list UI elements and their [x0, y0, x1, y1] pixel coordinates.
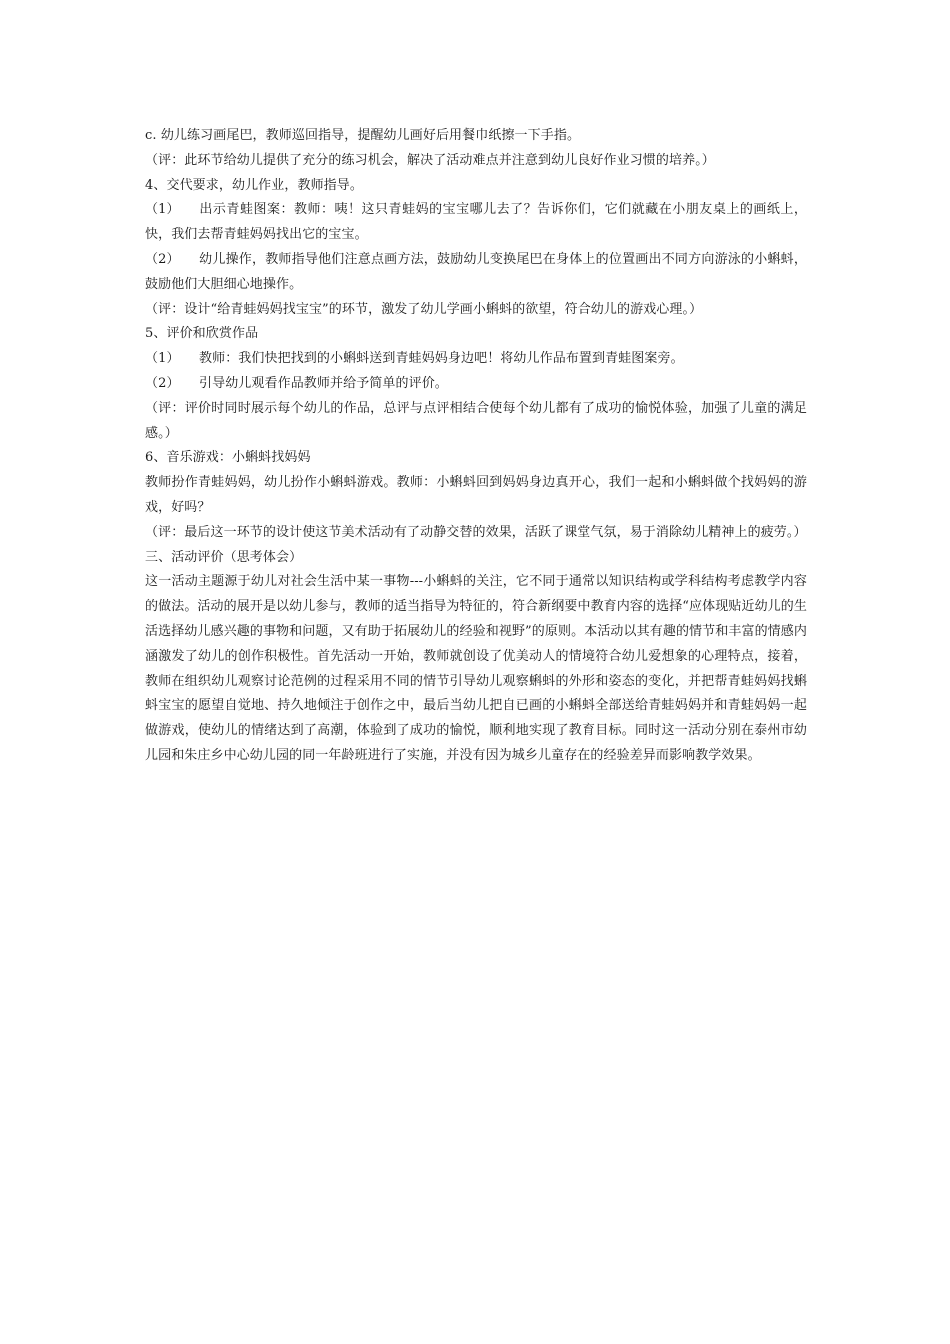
item-text: 出示青蛙图案：教师：咦！这只青蛙妈的宝宝哪儿去了？告诉你们，它们就藏在小朋友桌上的画纸上，快，我们去帮青蛙妈妈找出它的宝宝。 — [145, 202, 807, 243]
game-paragraph: 教师扮作青蛙妈妈，幼儿扮作小蝌蚪游戏。教师：小蝌蚪回到妈妈身边真开心，我们一起和小蝌蚪做个找妈妈的游戏，好吗？ — [145, 475, 807, 515]
step-4-2-paragraph — [145, 248, 807, 298]
item-number: （1） — [145, 351, 180, 367]
evaluation-paragraph: 这一活动主题源于幼儿对社会生活中某一事物---小蝌蚪的关注，它不同于通常以知识结构或学科结构考虑教学内容的做法。活动的展开是以幼儿参与，教师的适当指导为特征的，符合新纲要中教育内容的选择“应体现贴近幼儿的生活选择幼儿感兴趣的事物和问题，又有助于拓展幼儿的经验和视野”的原则。本活动以其有趣的情节和丰富的情感内涵激发了幼儿的创作积极性。首先活动一开始，教师就创设了优美动人的情境符合幼儿爱想象的心理特点，接着，教师在组织幼儿观察讨论范例的过程采用不同的情节引导幼儿观察蝌蚪的外形和姿态的变化，并把帮青蛙妈妈找蝌蚪宝宝的愿望自觉地、持久地倾注于创作之中，最后当幼儿把自已画的小蝌蚪全部送给青蛙妈妈并和青蛙妈妈一起做游戏，使幼儿的情绪达到了高潮，体验到了成功的愉悦，顺利地实现了教育目标。同时这一活动分别在泰州市幼儿园和朱庄乡中心幼儿园的同一年龄班进行了实施，并没有因为城乡儿童存在的经验差异而影响教学效果。 — [145, 574, 807, 763]
document-body — [145, 124, 807, 769]
section-6-heading: 6、音乐游戏：小蝌蚪找妈妈 — [145, 450, 311, 466]
comment-paragraph: （评：评价时同时展示每个幼儿的作品，总评与点评相结合使每个幼儿都有了成功的愉悦体验，加强了儿童的满足感。） — [145, 400, 807, 441]
step-5-1-paragraph — [145, 347, 807, 372]
item-text: 幼儿操作，教师指导他们注意点画方法，鼓励幼儿变换尾巴在身体上的位置画出不同方向游泳的小蝌蚪，鼓励他们大胆细心地操作。 — [145, 251, 807, 292]
comment-paragraph: （评：最后这一环节的设计使这节美术活动有了动静交替的效果，活跃了课堂气氛，易于消除幼儿精神上的疲劳。） — [145, 524, 807, 540]
section-4-heading: 4、交代要求，幼儿作业，教师指导。 — [145, 177, 363, 193]
section-5-heading: 5、评价和欣赏作品 — [145, 326, 259, 342]
step-c-paragraph: c. 幼儿练习画尾巴，教师巡回指导，提醒幼儿画好后用餐巾纸擦一下手指。 — [145, 128, 581, 143]
section-3-heading: 三、活动评价（思考体会） — [145, 549, 303, 565]
comment-paragraph: （评：此环节给幼儿提供了充分的练习机会，解决了活动难点并注意到幼儿良好作业习惯的培养。） — [145, 152, 715, 168]
step-4-1-paragraph — [145, 198, 807, 248]
item-number: （2） — [145, 251, 180, 267]
item-text: 教师：我们快把找到的小蝌蚪送到青蛙妈妈身边吧！将幼儿作品布置到青蛙图案旁。 — [199, 351, 684, 367]
item-text: 引导幼儿观看作品教师并给予简单的评价。 — [199, 375, 448, 391]
step-5-2-paragraph — [145, 372, 807, 397]
comment-paragraph: （评：设计“给青蛙妈妈找宝宝”的环节，激发了幼儿学画小蝌蚪的欲望，符合幼儿的游戏心理。） — [145, 301, 703, 317]
item-number: （1） — [145, 202, 180, 218]
item-number: （2） — [145, 375, 180, 391]
